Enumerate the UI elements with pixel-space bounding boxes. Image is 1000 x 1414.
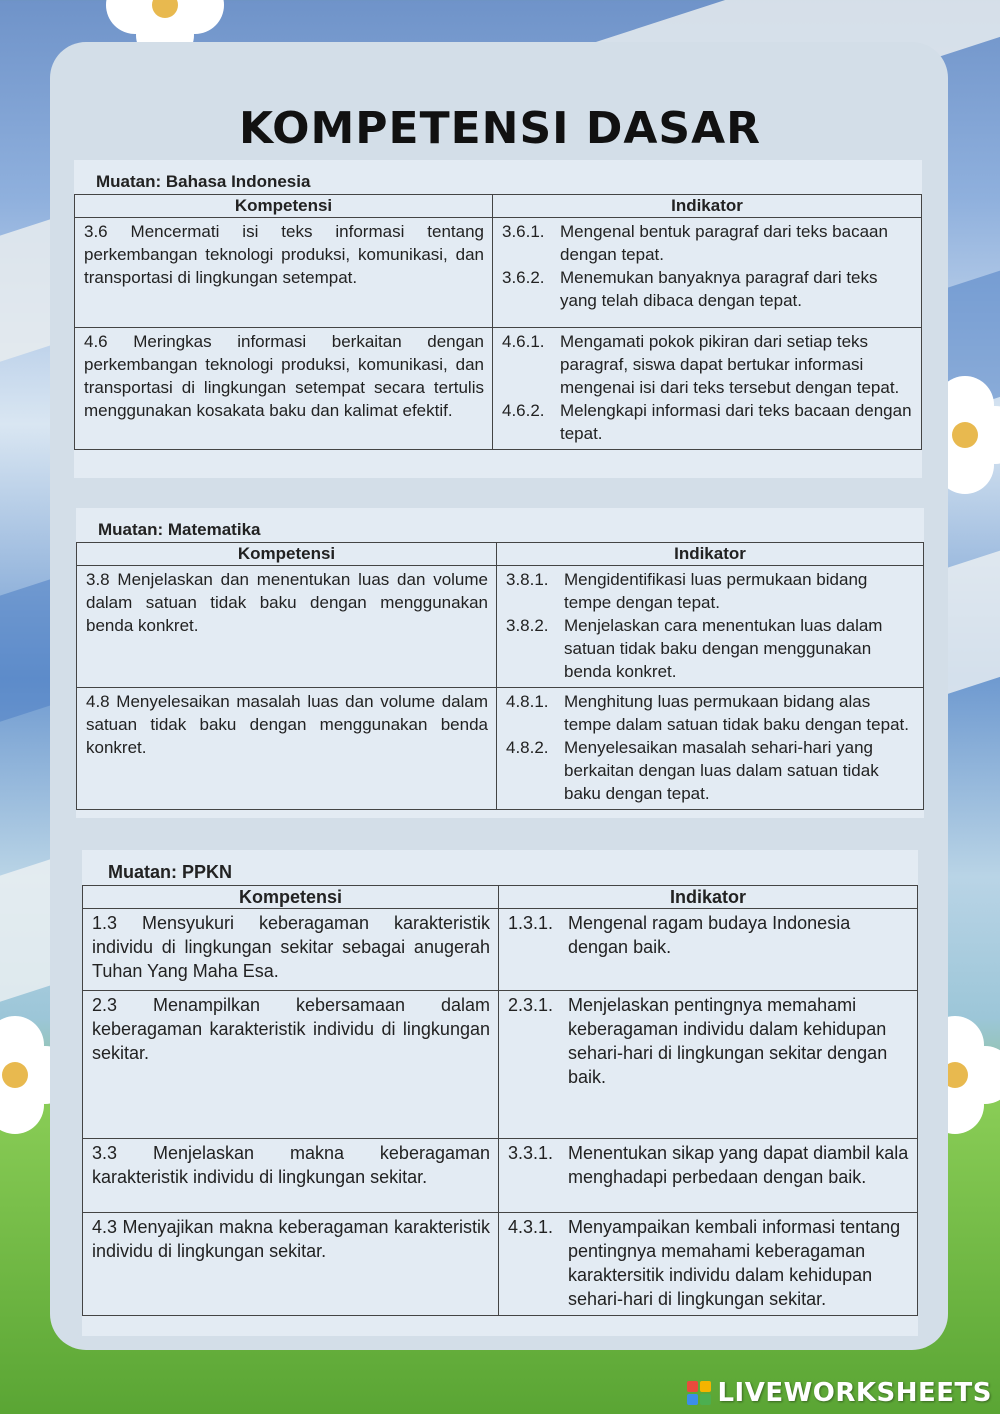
indicator-item [502, 399, 913, 445]
section-title: Muatan: Bahasa Indonesia [96, 172, 311, 191]
column-header-kompetensi: Kompetensi [83, 886, 499, 909]
indicator-item [506, 736, 915, 805]
indicator-code: 4.3.1. [508, 1217, 554, 1237]
kompetensi-cell: 4.8 Menyelesaikan masalah luas dan volume dalam satuan tidak baku dengan menggunakan benda konkret. [77, 688, 497, 810]
indicator-text: Mengenal ragam budaya Indonesia dengan baik. [568, 913, 851, 957]
indikator-cell [493, 218, 922, 328]
indikator-cell [497, 566, 924, 688]
table-row [83, 1213, 918, 1316]
indicator-code: 4.8.2. [506, 738, 549, 757]
indicator-code: 3.8.2. [506, 616, 549, 635]
indicator-code: 4.6.2. [502, 401, 545, 420]
indicator-text: Menghitung luas permukaan bidang alas tempe dalam satuan tidak baku dengan tepat. [564, 692, 909, 734]
indikator-cell [499, 991, 918, 1139]
indikator-cell [499, 1139, 918, 1213]
table-row [83, 1139, 918, 1213]
kompetensi-cell: 3.6 Mencermati isi teks informasi tentang perkembangan teknologi produksi, komunikasi, dan transportasi di lingkungan setempat. [75, 218, 493, 328]
indicator-item [508, 911, 909, 959]
column-header-kompetensi: Kompetensi [75, 195, 493, 218]
flower-decoration [130, 0, 200, 40]
indicator-item [502, 330, 913, 399]
indicator-item [508, 993, 909, 1089]
kompetensi-cell: 1.3 Mensyukuri keberagaman karakteristik individu di lingkungan sekitar sebagai anugerah Tuhan Yang Maha Esa. [83, 909, 499, 991]
section-bahasa-indonesia [74, 160, 922, 478]
competency-table [82, 885, 918, 1316]
kompetensi-cell: 3.3 Menjelaskan makna keberagaman karakteristik individu di lingkungan sekitar. [83, 1139, 499, 1213]
table-header-row [83, 886, 918, 909]
table-row [77, 688, 924, 810]
indicator-item [506, 568, 915, 614]
indicator-code: 3.6.1. [502, 222, 545, 241]
kompetensi-cell: 2.3 Menampilkan kebersamaan dalam keberagaman karakteristik individu di lingkungan sekitar. [83, 991, 499, 1139]
table-row [83, 991, 918, 1139]
indikator-cell [499, 1213, 918, 1316]
indicator-code: 3.8.1. [506, 570, 549, 589]
indicator-text: Melengkapi informasi dari teks bacaan dengan tepat. [560, 401, 912, 443]
table-row [75, 328, 922, 450]
indicator-code: 2.3.1. [508, 995, 554, 1015]
indicator-code: 3.3.1. [508, 1143, 554, 1163]
section-ppkn [82, 850, 918, 1336]
indicator-text: Mengidentifikasi luas permukaan bidang tempe dengan tepat. [564, 570, 868, 612]
competency-table [74, 194, 922, 450]
table-header-row [77, 543, 924, 566]
indicator-code: 3.6.2. [502, 268, 545, 287]
table-row [75, 218, 922, 328]
watermark-text: LIVEWORKSHEETS [717, 1378, 992, 1408]
page-title: KOMPETENSI DASAR [238, 103, 762, 155]
kompetensi-cell: 4.6 Meringkas informasi berkaitan dengan perkembangan teknologi produksi, komunikasi, dan transportasi di lingkungan setempat secara tertulis menggunakan kosakata baku dan kalimat efektif. [75, 328, 493, 450]
liveworksheets-watermark[interactable] [687, 1378, 992, 1408]
column-header-indikator: Indikator [497, 543, 924, 566]
column-header-kompetensi: Kompetensi [77, 543, 497, 566]
liveworksheets-logo-icon [687, 1381, 711, 1405]
section-matematika [76, 508, 924, 818]
indicator-item [502, 220, 913, 266]
indicator-item [508, 1215, 909, 1311]
table-header-row [75, 195, 922, 218]
indicator-text: Mengamati pokok pikiran dari setiap teks paragraf, siswa dapat bertukar informasi mengenai isi dari teks tersebut dengan tepat. [560, 332, 900, 397]
indicator-text: Menyampaikan kembali informasi tentang pentingnya memahami keberagaman karaktersitik individu dalam kehidupan sehari-hari di lingkungan sekitar. [568, 1217, 901, 1309]
table-row [83, 909, 918, 991]
indicator-code: 1.3.1. [508, 913, 554, 933]
competency-table [76, 542, 924, 810]
table-row [77, 566, 924, 688]
indicator-code: 4.8.1. [506, 692, 549, 711]
indikator-cell [493, 328, 922, 450]
kompetensi-cell: 4.3 Menyajikan makna keberagaman karakteristik individu di lingkungan sekitar. [83, 1213, 499, 1316]
section-title: Muatan: PPKN [108, 862, 233, 882]
indicator-text: Menjelaskan cara menentukan luas dalam satuan tidak baku dengan menggunakan benda konkret. [564, 616, 883, 681]
indicator-text: Menyelesaikan masalah sehari-hari yang berkaitan dengan luas dalam satuan tidak baku dengan tepat. [564, 738, 879, 803]
indicator-item [508, 1141, 909, 1189]
column-header-indikator: Indikator [499, 886, 918, 909]
indicator-item [502, 266, 913, 312]
indicator-text: Menentukan sikap yang dapat diambil kala menghadapi perbedaan dengan baik. [568, 1143, 909, 1187]
kompetensi-cell: 3.8 Menjelaskan dan menentukan luas dan volume dalam satuan tidak baku dengan menggunakan benda konkret. [77, 566, 497, 688]
indicator-code: 4.6.1. [502, 332, 545, 351]
indicator-item [506, 614, 915, 683]
indicator-text: Mengenal bentuk paragraf dari teks bacaan dengan tepat. [560, 222, 888, 264]
indicator-text: Menjelaskan pentingnya memahami keberagaman individu dalam kehidupan sehari-hari di lingkungan sekitar dengan baik. [568, 995, 888, 1087]
indicator-item [506, 690, 915, 736]
indikator-cell [497, 688, 924, 810]
indicator-text: Menemukan banyaknya paragraf dari teks yang telah dibaca dengan tepat. [560, 268, 878, 310]
indikator-cell [499, 909, 918, 991]
section-title: Muatan: Matematika [98, 520, 261, 539]
column-header-indikator: Indikator [493, 195, 922, 218]
